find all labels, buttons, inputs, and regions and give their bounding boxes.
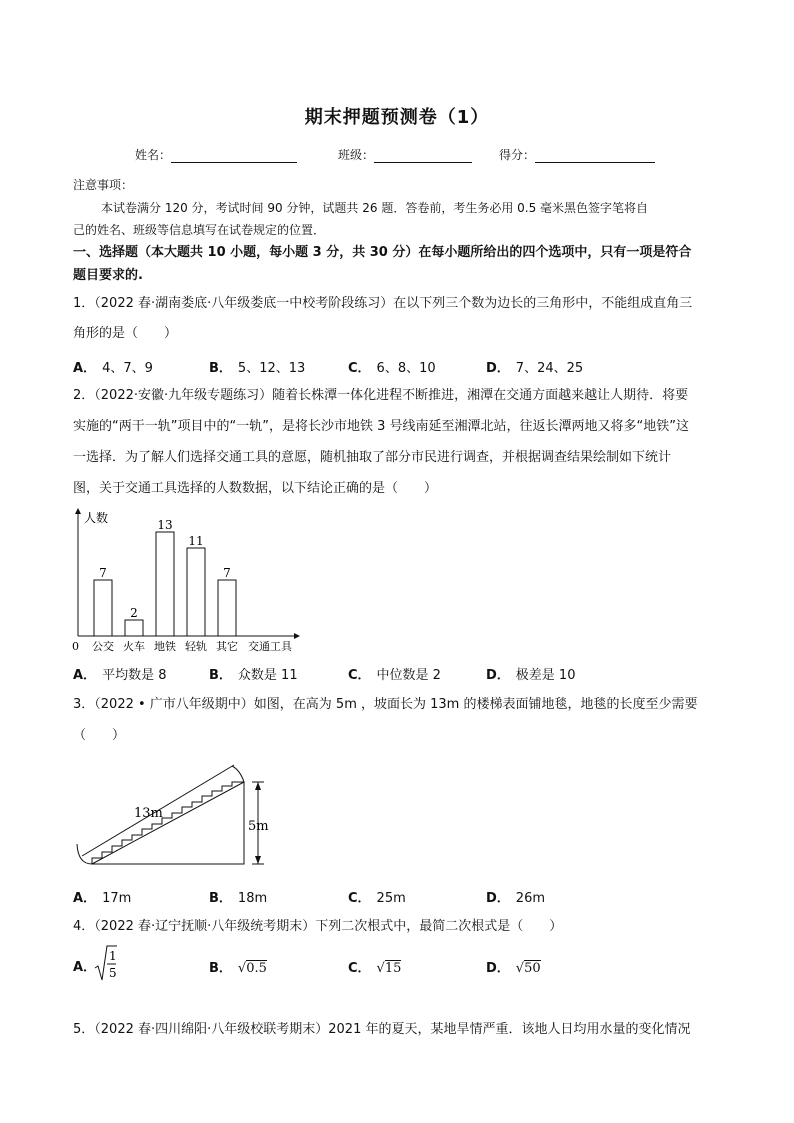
triangle-outline (92, 782, 244, 864)
radical-sign: √ (515, 961, 525, 976)
option-text: 极差是 10 (515, 668, 576, 683)
stairs-figure (72, 760, 282, 875)
sqrt-expression (238, 961, 267, 976)
question-2-line-1: 2．（2022·安徽·九年级专题练习）随着长株潭一体化进程不断推进，湘潭在交通方面越来越让人期待．将要 (73, 388, 689, 403)
sqrt-expression (516, 961, 541, 976)
q3-option-c[interactable] (348, 887, 406, 906)
bar-1 (125, 620, 143, 636)
section-heading-line-1: 一、选择题（本大题共 10 小题，每小题 3 分，共 30 分）在每小题所给出的四个选项中，只有一项是符合 (73, 245, 692, 260)
bar-0 (94, 580, 112, 636)
name-blank[interactable] (171, 150, 297, 163)
option-text: 众数是 11 (237, 668, 298, 683)
sqrt-expression (377, 961, 402, 976)
question-3-line-1: 3．（2022 • 广市八年级期中）如图，在高为 5m ，坡面长为 13m 的楼梯表面铺地毯，地毯的长度至少需要 (73, 697, 698, 712)
bar-value-label: 13 (157, 518, 173, 532)
slope-label: 13m (134, 806, 163, 821)
q4-option-c[interactable] (348, 957, 401, 976)
option-text: 7、24、25 (515, 361, 584, 376)
option-letter: B． (209, 961, 232, 976)
option-text: 18m (237, 891, 268, 906)
option-text: 4、7、9 (102, 361, 153, 376)
q3-option-d[interactable] (486, 887, 545, 906)
option-letter: C． (348, 361, 371, 376)
radicand: 50 (524, 961, 541, 976)
q1-option-d[interactable] (486, 357, 583, 376)
radicand: 15 (384, 961, 402, 976)
bar-value-label: 7 (223, 566, 231, 580)
question-1-line-1: 1．（2022 春·湖南娄底·八年级娄底一中校考阶段练习）在以下列三个数为边长的三角形中，不能组成直角三 (73, 296, 693, 311)
fraction-numerator: 1 (109, 949, 117, 963)
section-heading-line-2: 题目要求的. (73, 268, 143, 283)
option-letter: A． (73, 891, 97, 906)
question-4-line-1: 4．（2022 春·辽宁抚顺·八年级统考期末）下列二次根式中，最简二次根式是（ ） (73, 919, 563, 934)
question-5-line-1: 5．（2022 春·四川绵阳·八年级校联考期末）2021 年的夏天，某地旱情严重．该地人日均用水量的变化情况 (73, 1022, 691, 1037)
option-letter: D． (486, 361, 510, 376)
question-3-line-2: （ ） (73, 728, 126, 743)
category-label: 其它 (216, 640, 238, 653)
stairs-triangle (77, 765, 264, 864)
option-text: 6、8、10 (376, 361, 436, 376)
bar-value-label: 2 (130, 606, 138, 620)
bar-value-label: 7 (99, 566, 107, 580)
bar-2 (156, 532, 174, 636)
option-letter: A． (73, 960, 97, 975)
height-arrow-top (255, 782, 261, 790)
class-field[interactable] (338, 146, 472, 163)
q2-option-c[interactable] (348, 664, 441, 683)
option-text: 17m (102, 891, 132, 906)
q1-option-c[interactable] (348, 357, 436, 376)
q3-option-b[interactable] (209, 887, 267, 906)
q1-option-a[interactable] (73, 357, 153, 376)
category-label: 火车 (123, 640, 145, 653)
name-label: 姓名： (135, 148, 172, 162)
height-label: 5m (248, 819, 269, 834)
x-axis-arrow (294, 633, 300, 639)
q4-option-b[interactable] (209, 957, 267, 976)
q1-option-b[interactable] (209, 357, 305, 376)
option-letter: A． (73, 361, 97, 376)
y-axis-arrow (75, 508, 81, 514)
notice-line-2: 己的姓名、班级等信息填写在试卷规定的位置． (73, 223, 326, 237)
q2-option-a[interactable] (73, 664, 166, 683)
q2-option-b[interactable] (209, 664, 298, 683)
option-letter: C． (348, 961, 371, 976)
fraction-denominator: 5 (109, 966, 117, 980)
score-label: 得分： (499, 148, 536, 162)
notice-line-1: 本试卷满分 120 分，考试时间 90 分钟，试题共 26 题．答卷前，考生务必用 0.5 毫米黑色签字笔将自 (101, 201, 649, 215)
height-arrow-bottom (255, 856, 261, 864)
option-letter: B． (209, 361, 232, 376)
option-text: 25m (376, 891, 406, 906)
option-text: 中位数是 2 (376, 668, 441, 683)
chart-bars (92, 518, 238, 653)
notice-heading: 注意事项： (73, 178, 134, 192)
question-2-line-4: 图，关于交通工具选择的人数数据，以下结论正确的是（ ） (73, 481, 438, 496)
score-blank[interactable] (535, 150, 655, 163)
option-letter: D． (486, 668, 510, 683)
page-title: 期末押题预测卷（1） (304, 107, 490, 128)
option-letter: B． (209, 668, 232, 683)
option-letter: D． (486, 891, 510, 906)
q4-option-a-radical (94, 944, 118, 984)
transport-bar-chart (66, 506, 306, 656)
origin-label: 0 (72, 640, 79, 653)
category-label: 轻轨 (185, 640, 207, 653)
option-letter: C． (348, 668, 371, 683)
option-text: 26m (515, 891, 546, 906)
carpet-edge-top (232, 766, 244, 782)
class-label: 班级： (338, 148, 375, 162)
bar-4 (218, 580, 236, 636)
option-letter: B． (209, 891, 232, 906)
option-text: 5、12、13 (237, 361, 306, 376)
y-axis-label: 人数 (84, 511, 109, 525)
category-label: 公交 (92, 640, 114, 653)
option-letter: D． (486, 961, 510, 976)
option-letter: A． (73, 668, 97, 683)
category-label: 地铁 (154, 640, 176, 653)
x-axis-label: 交通工具 (248, 640, 292, 653)
radical-sign: √ (237, 961, 247, 976)
radical-sign: √ (376, 961, 385, 976)
q2-option-d[interactable] (486, 664, 575, 683)
option-text: 平均数是 8 (102, 668, 167, 683)
q3-option-a[interactable] (73, 887, 131, 906)
score-field[interactable] (499, 146, 655, 163)
question-1-line-2: 角形的是（ ） (73, 326, 178, 341)
question-2-line-2: 实施的“两干一轨”项目中的“一轨”，是将长沙市地铁 3 号线南延至湘潭北站，往返长潭两地又将多“地铁”这 (73, 419, 689, 434)
bar-value-label: 11 (188, 534, 204, 548)
option-letter: C． (348, 891, 371, 906)
bar-3 (187, 548, 205, 636)
name-field[interactable] (135, 146, 297, 163)
question-2-line-3: 一选择．为了解人们选择交通工具的意愿，随机抽取了部分市民进行调查，并根据调查结果绘制如下统计 (73, 450, 672, 465)
radicand: 0.5 (246, 961, 267, 976)
q4-option-d[interactable] (486, 957, 541, 976)
class-blank[interactable] (374, 150, 472, 163)
